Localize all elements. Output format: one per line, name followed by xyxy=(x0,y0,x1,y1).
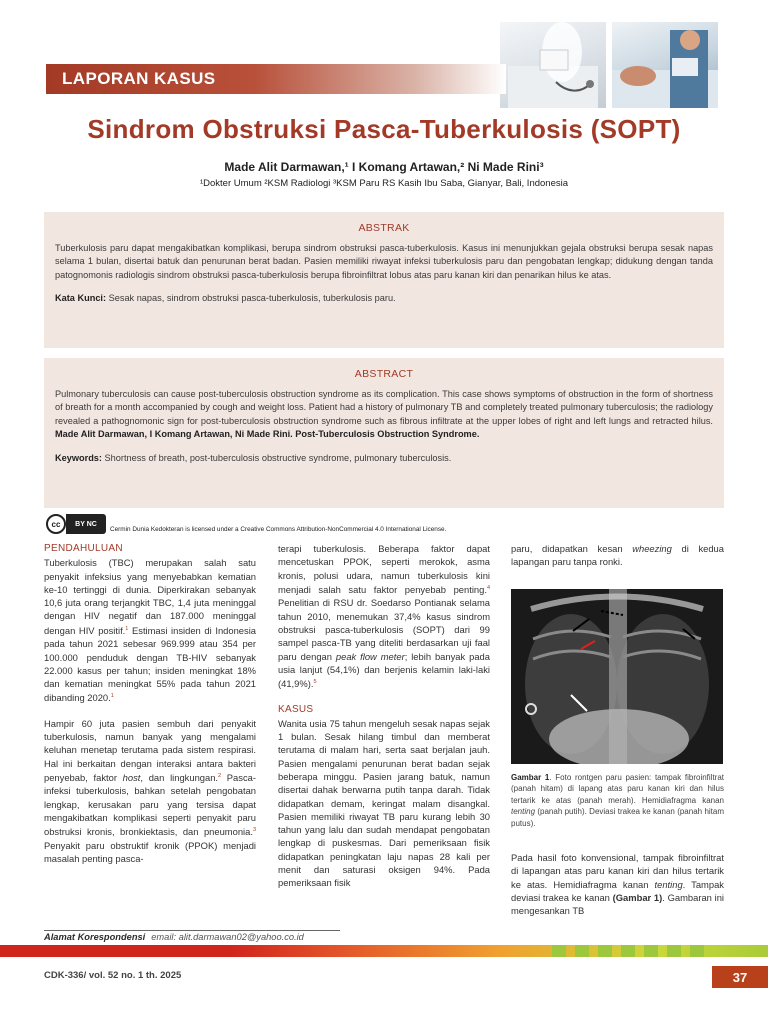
intro-p2d-text: Penyakit paru obstruktif kronik (PPOK) menjadi masalah penting pasca- xyxy=(44,839,256,865)
figure-caption-label: Gambar 1 xyxy=(511,772,550,782)
abstrak-heading: ABSTRAK xyxy=(358,222,410,234)
findings-a: Pada hasil foto konvensional, tampak fibroinfiltrat di lapangan atas paru kanan kiri dan hilus tertarik ke atas. Hemidiafragma kanan xyxy=(511,852,724,890)
header-photo-doctor xyxy=(500,22,606,108)
intro-p3a-text: terapi tuberkulosis. Beberapa faktor dapat mencetuskan PPOK, seperti merokok, asma kronis, polusi udara, namun tuberkulosis kini menjadi salah satu faktor penyebab penting. xyxy=(278,543,490,596)
correspondence-label: Alamat Korespondensi xyxy=(44,932,146,942)
intro-paragraph-2 xyxy=(44,717,256,866)
case-cont-italic: wheezing xyxy=(632,543,672,554)
abstract-body: Pulmonary tuberculosis can cause post-tuberculosis obstruction syndrome as its complication. This case shows symptoms of obstruction in the form of shortness of breath for a month accompanied by cough and weight loss. Patient had a history of pulmonary TB and completely treated pulmonary tuberculosis; the radiology revealed a pathognomonic sign for post-tuberculosis obstruction syndrome such as fibrous infiltrate at the upper lobes of right and left lungs and retracted hilus. xyxy=(55,389,713,426)
cc-icon: cc xyxy=(46,514,66,534)
reference-mark: 2 xyxy=(218,773,222,779)
intro-p2b-text: , dan lingkungan. xyxy=(140,772,219,784)
cc-license-badge[interactable] xyxy=(46,514,106,534)
abstract-box xyxy=(44,358,724,508)
figure-caption-italic: tenting xyxy=(511,807,536,817)
intro-p3-italic: peak flow meter xyxy=(335,650,405,662)
figure-caption-a: . Foto rontgen paru pasien: tampak fibroinfiltrat (panah hitam) di lapang atas paru kanan kiri dan hilus tertarik ke atas (panah merah). Hemidiafragma kanan xyxy=(511,772,725,805)
footer-square xyxy=(690,945,704,957)
intro-paragraph-3 xyxy=(278,542,490,691)
abstrak-keywords-label: Kata Kunci: xyxy=(55,293,107,304)
section-heading-pendahuluan: PENDAHULUAN xyxy=(44,543,123,554)
abstract-keywords-text: Shortness of breath, post-tuberculosis obstructive syndrome, pulmonary tuberculosis. xyxy=(101,452,452,463)
abstrak-keywords xyxy=(55,292,713,305)
license-text: Cermin Dunia Kedokteran is licensed under a Creative Commons Attribution-NonCommercial 4.0 International License. xyxy=(110,526,447,533)
chest-xray-image xyxy=(511,589,723,764)
intro-p1b-text: Estimasi insiden di Indonesia pada tahun 2021 sebesar 969.999 atau 354 per 100.000 penduduk dengan TB-HIV sebanyak 22.000 kasus per tahun; insiden meningkat 18% dan kematian meningkat 55% pada tahun 2021 dibanding 2020. xyxy=(44,624,256,704)
reference-mark: 5 xyxy=(313,679,317,686)
section-heading-kasus: KASUS xyxy=(278,703,314,715)
footer-square xyxy=(644,945,658,957)
header-photo-patient xyxy=(612,22,718,108)
reference-mark: 4 xyxy=(486,584,490,591)
cc-by-nc-icon: BY NC xyxy=(66,514,106,534)
intro-paragraph-1 xyxy=(44,556,256,705)
intro-p2-host: host xyxy=(122,772,141,784)
abstract-heading: ABSTRACT xyxy=(354,368,414,380)
column-2 xyxy=(278,542,490,890)
footer-square xyxy=(598,945,612,957)
intro-p2c-text: Pasca-infeksi tuberkulosis, bahkan setelah pengobatan lengkap, kerusakan paru yang tersisa dapat mengakibatkan komplikasi seperti penyakit paru obstruksi kronis, bronkiektasis, dan pneumonia. xyxy=(44,772,256,838)
intro-p3b-text: Penelitian di RSU dr. Soedarso Pontianak selama tahun 2010, menemukan 37,4% kasus sindrom obstruksi pasca-tuberkulosis (SOPT) dari 99 sampel pasca-TB yang diteliti berdasarkan uji faal paru dengan xyxy=(278,597,490,662)
abstract-text xyxy=(55,388,713,442)
footer-square xyxy=(552,945,566,957)
intro-p1-text: Tuberkulosis (TBC) merupakan salah satu penyakit infeksius yang menyebabkan kematian ke-10 tertinggi di dunia. Diperkirakan sebanyak 10,6 juta orang terjangkit TBC, 1,4 juta meninggal dengan HIV negatif dan 187.000 meninggal dengan HIV positif. xyxy=(44,557,256,636)
reference-mark: 1 xyxy=(125,625,129,632)
abstract-keywords xyxy=(55,452,713,465)
article-category: LAPORAN KASUS xyxy=(62,69,216,88)
abstrak-text: Tuberkulosis paru dapat mengakibatkan komplikasi, berupa sindrom obstruksi pasca-tuberkulosis. Kasus ini menunjukkan gejala obstruksi berupa sesak napas selama 1 bulan, disertai batuk dan penurunan berat badan. Pasien memiliki riwayat infeksi tuberkulosis paru dan pengobatan lengkap; didukung dengan tanda patognomonis radiologis sindrom obstruksi pasca-tuberkulosis berupa fibroinfiltrat lobus atas paru kanan kiri dan penarikan hilus ke atas. xyxy=(55,243,713,280)
case-paragraph: Wanita usia 75 tahun mengeluh sesak napas sejak 1 bulan. Sesak hilang timbul dan memberat terutama di malam hari, serta saat berjalan jauh. Pasien mengalami penurunan berat badan sejak beberapa minggu. Pasien jarang batuk, namun disertai dahak berwarna putih tanpa darah. Tidak didapatkan demam, keringat malam disangkal. Pasien memiliki riwayat TB paru kurang lebih 30 tahun yang lalu dan sudah mendapat pengobatan lengkap di puskesmas. Dari pemeriksaan fisik didapatkan peningkatan laju napas 28 kali per menit dan saturasi oksigen 94%. Pada pemeriksaan fisik xyxy=(278,717,490,889)
page-number: 37 xyxy=(712,966,768,988)
findings-c: . Gambaran ini mengesankan TB xyxy=(511,891,724,917)
author-affiliations: ¹Dokter Umum ²KSM Radiologi ³KSM Paru RS Kasih Ibu Saba, Gianyar, Bali, Indonesia xyxy=(199,178,569,189)
article-authors: Made Alit Darmawan,¹ I Komang Artawan,² Ni Made Rini³ xyxy=(224,160,544,174)
footer-square xyxy=(575,945,589,957)
case-paragraph-cont xyxy=(511,542,724,569)
abstract-citation: Made Alit Darmawan, I Komang Artawan, Ni Made Rini. Post-Tuberculosis Obstruction Syndrome. xyxy=(55,429,480,440)
case-cont-b: di kedua lapangan paru tanpa ronki. xyxy=(511,543,724,568)
correspondence xyxy=(44,930,340,942)
figure-caption-b: (panah putih). Deviasi trakea ke kanan (panah hitam putus). xyxy=(511,807,724,828)
article-title: Sindrom Obstruksi Pasca-Tuberkulosis (SOPT) xyxy=(87,114,681,144)
intro-p2a-text: Hampir 60 juta pasien sembuh dari penyakit tuberkulosis, namun banyak yang mengalami keluhan menetap terutama pada sistem respirasi. Hal ini berkaitan dengan interaksi antara bakteri penyebab, faktor xyxy=(44,717,256,784)
footer-squares xyxy=(552,945,704,957)
abstrak-box xyxy=(44,212,724,348)
column-3 xyxy=(511,542,724,918)
figure-reference-link[interactable]: (Gambar 1) xyxy=(612,891,663,903)
footer-square xyxy=(667,945,681,957)
figure-caption xyxy=(511,772,724,830)
intro-p3c-text: ; lebih banyak pada usia lanjut (54,1%) dan berjenis kelamin laki-laki (41,9%). xyxy=(278,650,490,690)
correspondence-email[interactable]: email: alit.darmawan02@yahoo.co.id xyxy=(151,932,304,942)
abstract-keywords-label: Keywords: xyxy=(55,452,102,463)
findings-b: . Tampak deviasi trakea ke kanan xyxy=(511,878,724,903)
journal-citation: CDK-336/ vol. 52 no. 1 th. 2025 xyxy=(44,970,182,981)
findings-paragraph xyxy=(511,851,724,917)
footer-square xyxy=(621,945,635,957)
reference-mark: 3 xyxy=(252,827,256,834)
abstrak-keywords-text: Sesak napas, sindrom obstruksi pasca-tuberkulosis, tuberkulosis paru. xyxy=(106,293,396,304)
findings-italic: tenting xyxy=(654,878,683,890)
column-1 xyxy=(44,542,256,865)
reference-mark: 1 xyxy=(110,693,114,700)
case-cont-a: paru, didapatkan kesan xyxy=(511,543,633,554)
